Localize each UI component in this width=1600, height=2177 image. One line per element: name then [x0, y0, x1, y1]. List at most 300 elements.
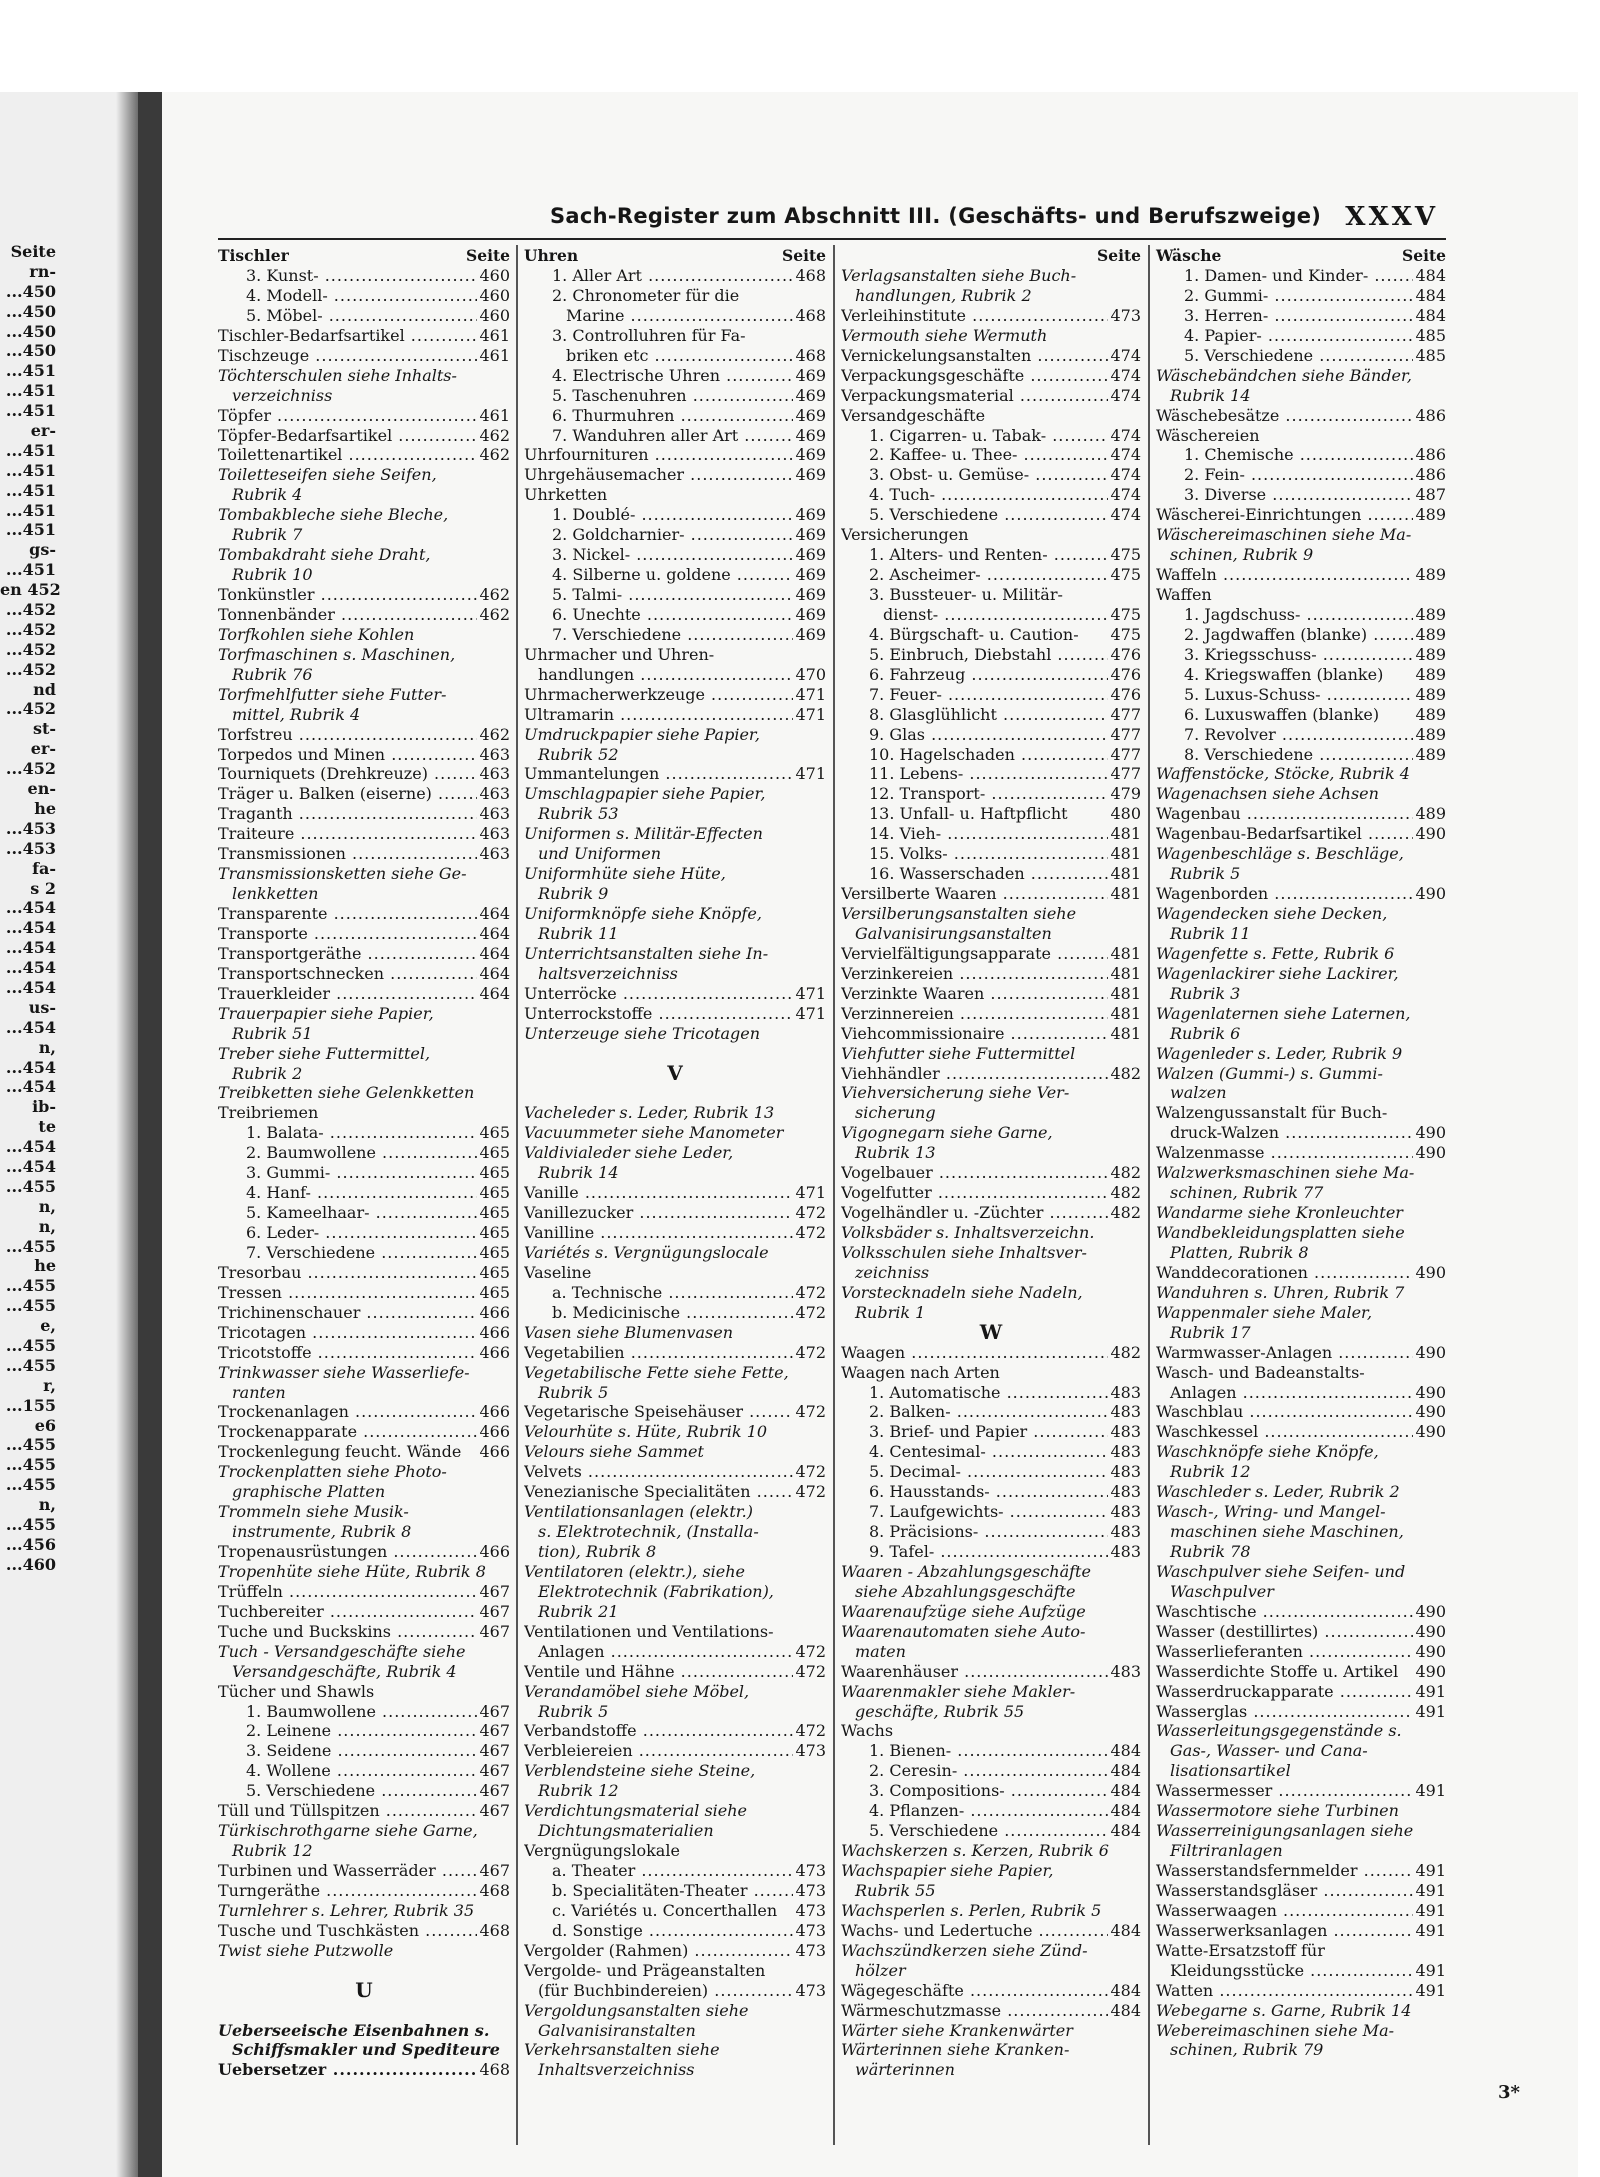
facing-page-fragment: ...460: [5, 1554, 56, 1574]
index-entry: [1156, 705, 1446, 725]
entry-text: 2. Goldcharnier- .....: [552, 525, 826, 545]
entry-text: 1. Cigarren- u. Tabak- .....: [869, 426, 1141, 446]
entry-text: Wasserdruckapparate .....: [1156, 1682, 1446, 1702]
entry-page-number: 489: [1415, 505, 1446, 525]
entry-text: Torfstreu .....: [218, 725, 510, 745]
facing-page-fragment: ...455: [5, 1296, 56, 1316]
entry-page-number: 484: [1110, 1781, 1141, 1801]
facing-page-fragment: ...454: [5, 1057, 56, 1077]
entry-text: 12. Transport- .....: [869, 784, 1141, 804]
entry-text: Rubrik 1: [855, 1302, 926, 1322]
entry-page-number: 466: [479, 1422, 510, 1442]
index-entry: [1156, 1642, 1446, 1662]
index-entry: [841, 1004, 1141, 1024]
entry-text: Treber siehe Futtermittel,: [218, 1043, 431, 1063]
index-entry: [218, 1522, 510, 1542]
entry-page-number: 490: [1415, 1262, 1446, 1282]
index-entry: [218, 804, 510, 824]
entry-text: Galvanisiranstalten: [538, 2020, 696, 2040]
entry-page-number: 465: [479, 1203, 510, 1223]
facing-page-fragment: fa-: [32, 858, 56, 878]
entry-text: 5. Talmi- .....: [552, 585, 826, 605]
entry-text: 4. Centesimal- .....: [869, 1442, 1141, 1462]
entry-text: Trauerkleider .....: [218, 984, 510, 1004]
index-entry: [841, 745, 1141, 765]
index-entry: [218, 1123, 510, 1143]
entry-text: schinen, Rubrik 9: [1170, 545, 1314, 565]
entry-page-number: 489: [1415, 565, 1446, 585]
entry-text: Wappenmaler siehe Maler,: [1156, 1302, 1373, 1322]
entry-text: Wärterinnen siehe Kranken-: [841, 2040, 1070, 2060]
index-entry: [1156, 1044, 1446, 1064]
entry-text: Wachspapier siehe Papier,: [841, 1861, 1054, 1880]
entry-text: Töchterschulen siehe Inhalts-: [218, 365, 457, 385]
column-header-seite: Seite: [1402, 246, 1446, 265]
index-entry: [1156, 2040, 1446, 2060]
entry-text: 6. Fahrzeug .....: [869, 665, 1141, 685]
entry-page-number: 461: [479, 345, 510, 365]
index-entry: [841, 426, 1141, 446]
entry-text: Töpfer-Bedarfsartikel .....: [218, 426, 510, 446]
entry-text: Wäschebändchen siehe Bänder,: [1156, 365, 1412, 385]
entry-page-number: 479: [1110, 784, 1141, 804]
index-entry: [841, 505, 1141, 525]
index-entry: [218, 525, 510, 545]
entry-page-number: 465: [479, 1123, 510, 1143]
entry-text: Torfmehlfutter siehe Futter-: [218, 684, 447, 704]
facing-page-fragment: rn-: [29, 261, 56, 281]
column-header-seite: Seite: [1097, 246, 1141, 265]
index-entry: [841, 1562, 1141, 1582]
index-entry: [841, 924, 1141, 944]
index-column-2: [524, 245, 826, 2080]
index-entry: [1156, 1402, 1446, 1422]
entry-text: Rubrik 10: [232, 565, 313, 585]
entry-page-number: 463: [479, 824, 510, 844]
entry-page-number: 483: [1110, 1502, 1141, 1522]
entry-text: Wasserwaagen .....: [1156, 1901, 1446, 1921]
entry-text: Wagenbau-Bedarfsartikel .....: [1156, 824, 1446, 844]
entry-text: Wasch-, Wring- und Mangel-: [1156, 1502, 1386, 1522]
index-entry: [1156, 605, 1446, 625]
index-entry: [1156, 1781, 1446, 1801]
index-entry: [1156, 1323, 1446, 1343]
column-header-label: Tischler: [218, 246, 289, 265]
index-entry: [218, 1163, 510, 1183]
entry-text: lenkketten: [232, 884, 319, 904]
entry-page-number: 471: [795, 684, 826, 704]
index-entry: [1156, 346, 1446, 366]
index-entry: [524, 844, 826, 864]
entry-text: Walzen (Gummi-) s. Gummi-: [1156, 1063, 1383, 1083]
entry-text: Rubrik 55: [855, 1880, 936, 1900]
index-entry: [524, 1482, 826, 1502]
index-entry: [524, 1662, 826, 1682]
entry-text: Watte-Ersatzstoff für: [1156, 1940, 1325, 1960]
entry-text: Vogelhändler u. -Züchter .....: [841, 1203, 1141, 1223]
index-entry: [524, 1741, 826, 1761]
entry-page-number: 467: [479, 1701, 510, 1721]
entry-page-number: 463: [479, 784, 510, 804]
index-entry: [1156, 1941, 1446, 1961]
facing-page-fragment: nd: [33, 679, 56, 699]
entry-page-number: 481: [1110, 844, 1141, 864]
entry-page-number: 489: [1415, 704, 1446, 724]
entry-text: 1. Bienen- .....: [869, 1741, 1141, 1761]
page-fold-shadow: [116, 92, 138, 2177]
entry-page-number: 460: [479, 266, 510, 285]
index-entry: [218, 824, 510, 844]
index-entry: [524, 1303, 826, 1323]
index-entry: [841, 1203, 1141, 1223]
entry-text: Verdichtungsmaterial siehe: [524, 1801, 748, 1821]
entry-page-number: 462: [479, 724, 510, 744]
entry-page-number: 468: [479, 1880, 510, 1900]
entry-text: wärterinnen: [855, 2060, 955, 2080]
index-entry: [524, 1642, 826, 1662]
column-header-label: Wäsche: [1156, 246, 1222, 265]
entry-text: Waschpulver: [1170, 1581, 1274, 1601]
entry-page-number: 489: [1415, 604, 1446, 624]
entry-text: 1. Doublé- .....: [552, 505, 826, 525]
entry-text: 3. Kriegsschuss- .....: [1184, 645, 1446, 665]
index-entry: [1156, 1741, 1446, 1761]
entry-text: Wasserleitungsgegenstände s.: [1156, 1721, 1402, 1741]
entry-text: 3. Compositions- .....: [869, 1781, 1141, 1801]
entry-page-number: 464: [479, 963, 510, 983]
entry-text: Dichtungsmaterialien: [538, 1821, 714, 1841]
entry-text: 4. Bürgschaft- u. Caution-: [869, 624, 1079, 644]
entry-page-number: 473: [795, 1900, 826, 1920]
entry-text: Rubrik 11: [538, 923, 619, 943]
facing-page-edge: [0, 92, 138, 2177]
index-entry: [841, 306, 1141, 326]
entry-page-number: 481: [1110, 1023, 1141, 1043]
index-entry: [218, 1024, 510, 1044]
entry-page-number: 477: [1110, 764, 1141, 784]
entry-text: 1. Alters- und Renten- .....: [869, 545, 1141, 565]
index-entry: [524, 2040, 826, 2060]
index-entry: [218, 485, 510, 505]
entry-text: Tischzeuge .....: [218, 346, 510, 366]
facing-page-fragment: he: [34, 798, 56, 818]
entry-text: Wärter siehe Krankenwärter: [841, 2020, 1073, 2040]
entry-text: ranten: [232, 1382, 286, 1402]
index-entry: [218, 784, 510, 804]
index-entry: [1156, 1343, 1446, 1363]
entry-text: Ventile und Hähne .....: [524, 1662, 826, 1682]
entry-page-number: 467: [479, 1861, 510, 1880]
section-letter-text: U: [355, 1980, 373, 2001]
index-entry: [1156, 1083, 1446, 1103]
index-entry: [1156, 1662, 1446, 1682]
entry-text: und Uniformen: [538, 844, 661, 864]
entry-text: Vogelbauer .....: [841, 1163, 1141, 1183]
index-entry: [524, 1143, 826, 1163]
entry-text: Wagenlaternen siehe Laternen,: [1156, 1003, 1411, 1023]
index-entry: [524, 1542, 826, 1562]
entry-text: zeichniss: [855, 1262, 930, 1282]
index-entry: [218, 764, 510, 784]
index-entry: [1156, 1203, 1446, 1223]
index-entry: [524, 366, 826, 386]
index-entry: [841, 485, 1141, 505]
index-entry: [841, 904, 1141, 924]
index-entry: [1156, 1303, 1446, 1323]
index-entry: [841, 266, 1141, 286]
facing-page-fragment: ib-: [32, 1097, 56, 1117]
entry-page-number: 462: [479, 585, 510, 604]
index-entry: [841, 326, 1141, 346]
index-entry: [1156, 406, 1446, 426]
column-rule: [1148, 245, 1150, 2145]
entry-page-number: 472: [795, 1342, 826, 1362]
index-entry: [524, 386, 826, 406]
entry-text: 7. Verschiedene .....: [246, 1243, 510, 1263]
facing-page-fragment: ...454: [5, 1077, 56, 1097]
entry-text: 3. Obst- u. Gemüse- .....: [869, 465, 1141, 485]
entry-text: Tropenhüte siehe Hüte, Rubrik 8: [218, 1561, 486, 1581]
facing-page-fragment: r,: [43, 1375, 56, 1395]
index-entry: [841, 764, 1141, 784]
entry-text: Traganth .....: [218, 804, 510, 824]
index-entry: [1156, 904, 1446, 924]
entry-page-number: 467: [479, 1621, 510, 1641]
entry-page-number: 471: [795, 1003, 826, 1023]
facing-page-fragment: ...452: [5, 759, 56, 779]
entry-text: Waarenautomaten siehe Auto-: [841, 1621, 1086, 1641]
entry-text: Waschtische .....: [1156, 1602, 1446, 1622]
entry-page-number: 475: [1110, 545, 1141, 565]
entry-text: Rubrik 7: [232, 525, 303, 545]
entry-page-number: 491: [1415, 1900, 1446, 1920]
entry-page-number: 461: [479, 405, 510, 425]
index-entry: [524, 1961, 826, 1981]
entry-text: Wassermesser .....: [1156, 1781, 1446, 1801]
entry-page-number: 465: [479, 1262, 510, 1282]
index-entry: [1156, 884, 1446, 904]
index-entry: [218, 1721, 510, 1741]
entry-text: Trommeln siehe Musik-: [218, 1502, 409, 1522]
entry-page-number: 491: [1415, 1681, 1446, 1701]
facing-page-fragment: ...452: [5, 659, 56, 679]
entry-text: Versilberte Waaren .....: [841, 884, 1141, 904]
entry-text: Wäschereien: [1156, 425, 1260, 445]
entry-page-number: 463: [479, 844, 510, 864]
facing-page-fragment: st-: [32, 719, 56, 739]
facing-page-fragment: ...455: [5, 1355, 56, 1375]
index-entry: [218, 1861, 510, 1881]
index-entry: [524, 1223, 826, 1243]
entry-text: Torfmaschinen s. Maschinen,: [218, 644, 456, 664]
index-entry: [1156, 1462, 1446, 1482]
index-entry: [524, 1921, 826, 1941]
index-entry: [524, 824, 826, 844]
index-entry: [218, 1622, 510, 1642]
index-entry: [841, 366, 1141, 386]
entry-text: schinen, Rubrik 77: [1170, 1183, 1324, 1203]
entry-page-number: 469: [795, 425, 826, 445]
entry-text: maten: [855, 1641, 906, 1661]
index-entry: [524, 1622, 826, 1642]
entry-page-number: 468: [795, 266, 826, 285]
entry-text: 8. Verschiedene .....: [1184, 745, 1446, 765]
entry-page-number: 486: [1415, 465, 1446, 485]
entry-text: Trinkwasser siehe Wasserliefe-: [218, 1362, 470, 1382]
index-entry: [841, 545, 1141, 565]
index-entry: [841, 1442, 1141, 1462]
index-entry: [841, 1243, 1141, 1263]
index-entry: [524, 784, 826, 804]
index-entry: [218, 585, 510, 605]
entry-page-number: 476: [1110, 644, 1141, 664]
entry-text: Valdivialeder siehe Leder,: [524, 1143, 734, 1163]
entry-text: Waffen: [1156, 585, 1212, 604]
index-entry: [524, 266, 826, 286]
entry-text: 6. Leder- .....: [246, 1223, 510, 1243]
index-entry: [218, 1602, 510, 1622]
index-entry: [841, 1702, 1141, 1722]
index-entry: [524, 1283, 826, 1303]
index-entry: [1156, 1482, 1446, 1502]
index-entry: [218, 505, 510, 525]
index-entry: [218, 306, 510, 326]
index-entry: [841, 1921, 1141, 1941]
entry-page-number: 481: [1110, 983, 1141, 1003]
entry-text: Kleidungsstücke .....: [1170, 1961, 1446, 1981]
entry-text: Wagenbeschläge s. Beschläge,: [1156, 844, 1404, 864]
entry-text: handlungen, Rubrik 2: [855, 285, 1032, 305]
entry-text: Tüll und Tüllspitzen .....: [218, 1801, 510, 1821]
index-entry: [218, 1243, 510, 1263]
entry-text: Volksbäder s. Inhaltsverzeichn.: [841, 1223, 1095, 1242]
entry-text: Viehversicherung siehe Ver-: [841, 1083, 1070, 1103]
index-entry: [841, 1881, 1141, 1901]
entry-page-number: 473: [795, 1940, 826, 1960]
index-entry: [524, 1781, 826, 1801]
entry-page-number: 467: [479, 1741, 510, 1761]
index-entry: [841, 1343, 1141, 1363]
entry-page-number: 469: [795, 365, 826, 385]
entry-page-number: 460: [479, 305, 510, 325]
entry-page-number: 466: [479, 1542, 510, 1561]
index-entry: [524, 705, 826, 725]
entry-text: Versicherungen: [841, 525, 969, 545]
entry-page-number: 469: [795, 465, 826, 485]
entry-text: Rubrik 78: [1170, 1542, 1251, 1561]
entry-text: 4. Silberne u. goldene .....: [552, 565, 826, 585]
entry-text: Tischler-Bedarfsartikel .....: [218, 326, 510, 346]
entry-text: 2. Kaffee- u. Thee- .....: [869, 445, 1141, 465]
entry-text: Rubrik 9: [538, 884, 609, 904]
entry-page-number: 481: [1110, 943, 1141, 963]
entry-text: Velourhüte s. Hüte, Rubrik 10: [524, 1422, 768, 1442]
entry-text: 2. Baumwollene .....: [246, 1143, 510, 1163]
column-header-seite: Seite: [466, 246, 510, 265]
index-entry: [1156, 1263, 1446, 1283]
index-entry: [218, 2040, 510, 2060]
index-entry: [218, 1303, 510, 1323]
index-entry: [841, 1961, 1141, 1981]
index-entry: [1156, 1801, 1446, 1821]
index-entry: [218, 705, 510, 725]
entry-text: Rubrik 2: [232, 1063, 303, 1083]
entry-text: Waschleder s. Leder, Rubrik 2: [1156, 1482, 1400, 1502]
index-entry: [218, 1502, 510, 1522]
entry-text: dienst- .....: [883, 605, 1141, 625]
index-entry: [841, 705, 1141, 725]
index-entry: [524, 505, 826, 525]
index-entry: [1156, 665, 1446, 685]
entry-text: Wachskerzen s. Kerzen, Rubrik 6: [841, 1841, 1109, 1861]
index-entry: [1156, 1143, 1446, 1163]
section-letter-text: W: [979, 1322, 1003, 1343]
entry-text: Turbinen und Wasserräder .....: [218, 1861, 510, 1881]
index-entry: [1156, 505, 1446, 525]
index-entry: [218, 844, 510, 864]
entry-text: Verpackungsmaterial .....: [841, 386, 1141, 406]
entry-page-number: 490: [1415, 1601, 1446, 1621]
entry-page-number: 464: [479, 943, 510, 963]
index-entry: [841, 1602, 1141, 1622]
entry-text: 16. Wasserschaden .....: [869, 864, 1141, 884]
index-entry: [1156, 1602, 1446, 1622]
entry-page-number: 473: [795, 1880, 826, 1900]
entry-text: 1. Jagdschuss- .....: [1184, 605, 1446, 625]
index-entry: [524, 346, 826, 366]
entry-page-number: 489: [1415, 664, 1446, 684]
entry-text: Wasserstandsgläser .....: [1156, 1881, 1446, 1901]
index-entry: [218, 1462, 510, 1482]
index-entry: [524, 2001, 826, 2021]
entry-page-number: 477: [1110, 724, 1141, 744]
index-entry: [524, 1901, 826, 1921]
entry-text: Umdruckpapier siehe Papier,: [524, 724, 760, 744]
index-entry: [1156, 1064, 1446, 1084]
index-entry: [1156, 1283, 1446, 1303]
facing-page-fragment: ...455: [5, 1276, 56, 1296]
entry-page-number: 472: [795, 1302, 826, 1322]
entry-text: 4. Electrische Uhren .....: [552, 366, 826, 386]
entry-page-number: 471: [795, 764, 826, 784]
index-entry: [841, 1263, 1141, 1283]
entry-page-number: 483: [1110, 1542, 1141, 1561]
entry-page-number: 466: [479, 1342, 510, 1362]
entry-text: a. Technische .....: [552, 1283, 826, 1303]
facing-page-fragment: us-: [28, 997, 56, 1017]
facing-page-fragment: ...451: [5, 401, 56, 421]
entry-page-number: 490: [1415, 1342, 1446, 1362]
entry-text: Vergoldungsanstalten siehe: [524, 2000, 749, 2020]
entry-text: Vanillezucker .....: [524, 1203, 826, 1223]
index-entry: [1156, 944, 1446, 964]
entry-text: 7. Feuer- .....: [869, 685, 1141, 705]
index-entry: [1156, 824, 1446, 844]
entry-text: Waschblau .....: [1156, 1402, 1446, 1422]
index-entry: [1156, 426, 1446, 446]
entry-text: Verpackungsgeschäfte .....: [841, 366, 1141, 386]
index-entry: [524, 1083, 826, 1103]
scan-background: [0, 0, 1600, 92]
index-entry: [1156, 1721, 1446, 1741]
entry-page-number: 486: [1415, 445, 1446, 465]
column-header: [218, 245, 510, 266]
entry-text: Uhrmacherwerkzeuge .....: [524, 685, 826, 705]
entry-text: Transportgeräthe .....: [218, 944, 510, 964]
entry-text: Transmissionen .....: [218, 844, 510, 864]
entry-page-number: 473: [795, 1920, 826, 1940]
entry-text: Wagendecken siehe Decken,: [1156, 904, 1388, 923]
